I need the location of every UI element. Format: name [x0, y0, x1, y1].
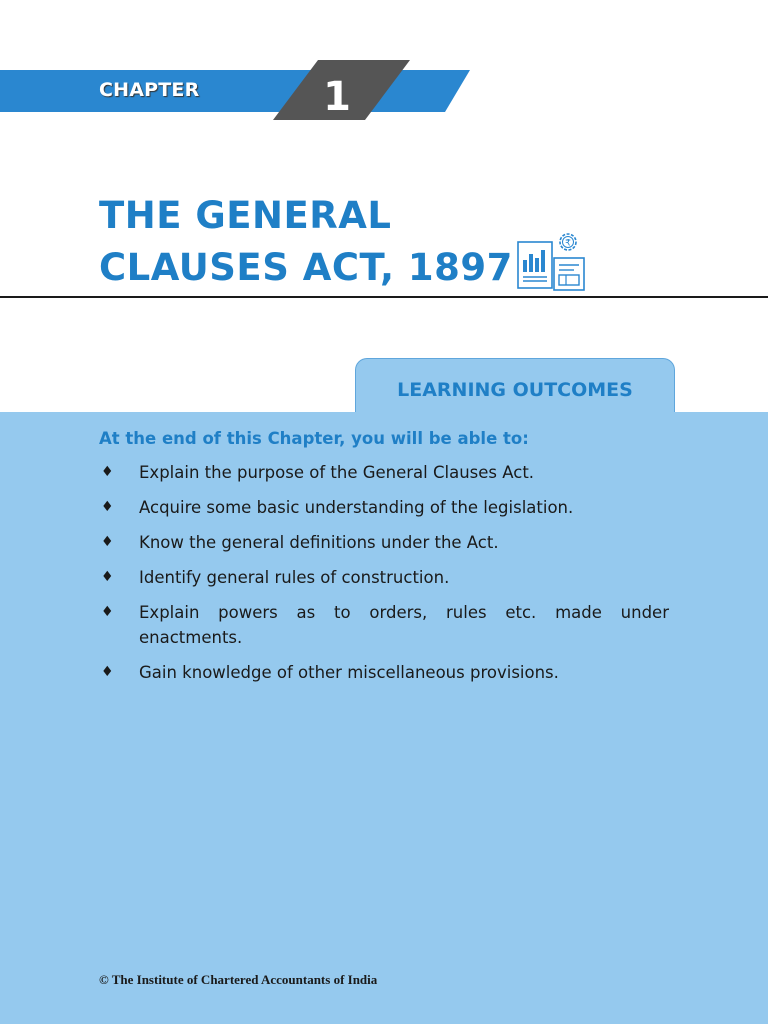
diamond-bullet-icon: ♦: [101, 664, 114, 680]
list-item: [99, 495, 669, 520]
diamond-bullet-icon: ♦: [101, 464, 114, 480]
chapter-number: 1: [323, 74, 351, 120]
learning-outcomes-intro: At the end of this Chapter, you will be able to:: [99, 429, 529, 448]
list-item: [99, 565, 669, 590]
diamond-bullet-icon: ♦: [101, 604, 114, 620]
list-item: [99, 600, 669, 650]
document-chart-rupee-icon: [514, 230, 588, 292]
title-divider: [0, 296, 768, 298]
chapter-title: [99, 190, 513, 294]
chapter-title-line-1: THE GENERAL: [99, 194, 392, 237]
svg-text:₹: ₹: [565, 238, 571, 249]
list-item-text: Explain the purpose of the General Clauses Act.: [139, 463, 535, 482]
list-item-text: Explain powers as to orders, rules etc. made under enactments.: [139, 603, 669, 647]
list-item-text: Gain knowledge of other miscellaneous provisions.: [139, 663, 559, 682]
diamond-bullet-icon: ♦: [101, 569, 114, 585]
chapter-banner-bar: [0, 70, 470, 112]
diamond-bullet-icon: ♦: [101, 499, 114, 515]
diamond-bullet-icon: ♦: [101, 534, 114, 550]
copyright-footer: © The Institute of Chartered Accountants of India: [99, 972, 378, 987]
list-item-text: Know the general definitions under the Act.: [139, 533, 499, 552]
chapter-banner: [0, 70, 470, 112]
learning-outcomes-tab: [355, 358, 675, 414]
chapter-banner-shape: [0, 70, 470, 120]
learning-outcomes-heading: LEARNING OUTCOMES: [397, 379, 633, 401]
list-item-text: Acquire some basic understanding of the legislation.: [139, 498, 574, 517]
learning-outcomes-list: [99, 460, 669, 695]
list-item: [99, 460, 669, 485]
chapter-label: CHAPTER: [99, 79, 200, 101]
learning-outcomes-panel: [0, 412, 768, 1024]
chapter-title-line-2: CLAUSES ACT, 1897: [99, 246, 513, 289]
list-item-text: Identify general rules of construction.: [139, 568, 450, 587]
list-item: [99, 660, 669, 685]
list-item: [99, 530, 669, 555]
